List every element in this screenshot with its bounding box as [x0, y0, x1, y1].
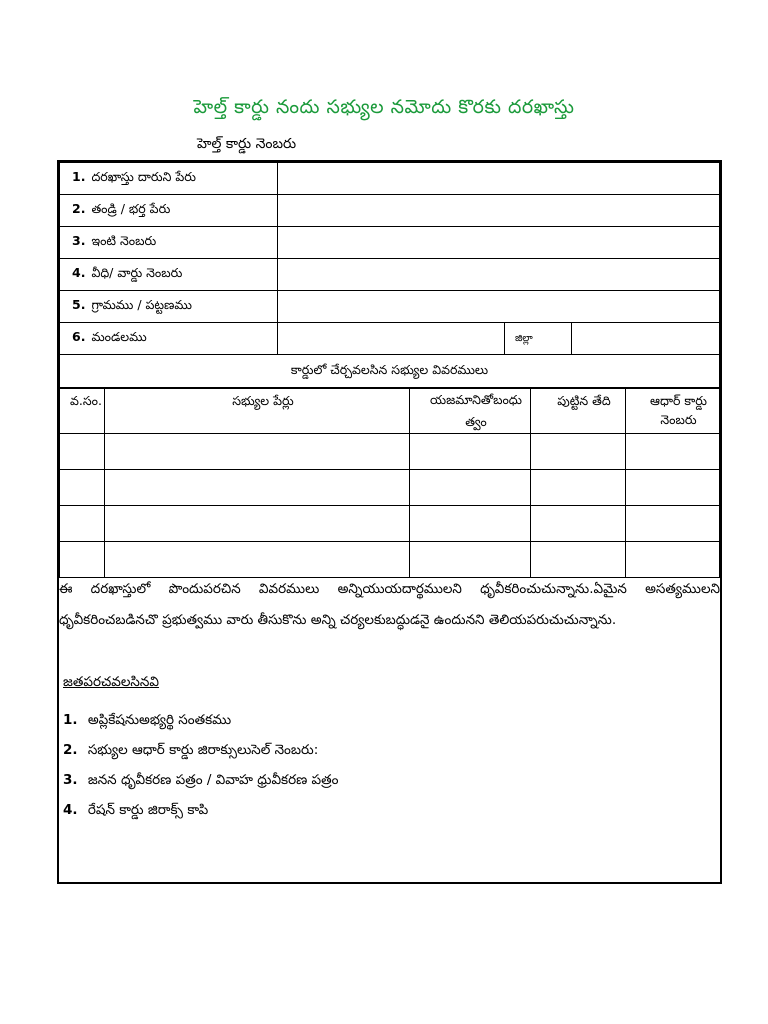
dob-cell[interactable] [531, 506, 626, 542]
attachments-title: జతపరచవలసినవి [63, 674, 159, 690]
form-title: హెల్త్ కార్డు నందు సభ్యుల నమోదు కొరకు దరఖాస్తు [193, 96, 575, 118]
aadhaar-cell[interactable] [626, 542, 720, 578]
field-label: గ్రామము / పట్టణము [91, 297, 192, 312]
members-section-header [59, 354, 720, 388]
field-label: మండలము [91, 329, 147, 344]
attachment-number: 1. [63, 712, 78, 728]
attachment-item [63, 765, 338, 795]
member-name-cell[interactable] [105, 470, 410, 506]
attachment-label: రేషన్ కార్డు జిరాక్స్ కాపి [87, 802, 209, 818]
health-card-number-label: హెల్త్ కార్డు నెంబరు [197, 136, 297, 152]
sno-cell[interactable] [60, 542, 105, 578]
relation-cell[interactable] [410, 506, 531, 542]
attachment-number: 4. [63, 802, 78, 818]
field-label: దరఖాస్తు దారుని పేరు [91, 169, 196, 184]
member-name-cell[interactable] [105, 434, 410, 470]
field-number: 5. [72, 297, 86, 312]
attachment-label: సభ్యుల ఆధార్ కార్డు జిరాక్సులుసెల్ నెంబరు: [87, 742, 319, 758]
table-row [60, 470, 720, 506]
attachment-item [63, 795, 338, 825]
members-table-header [60, 389, 720, 434]
field-row-village-town [60, 291, 720, 323]
field-row-mandal [60, 323, 720, 355]
field-label-cell [60, 163, 278, 195]
field-row-street-ward [60, 259, 720, 291]
relation-cell[interactable] [410, 434, 531, 470]
house-number-input[interactable] [278, 227, 720, 259]
field-label: వీధి/ వార్డు నెంబరు [91, 265, 183, 280]
relation-cell[interactable] [410, 542, 531, 578]
applicant-name-input[interactable] [278, 163, 720, 195]
field-number: 1. [72, 169, 86, 184]
member-name-cell[interactable] [105, 542, 410, 578]
field-number: 4. [72, 265, 86, 280]
field-number: 3. [72, 233, 86, 248]
field-label: ఇంటి నెంబరు [91, 233, 157, 248]
member-name-cell[interactable] [105, 506, 410, 542]
field-label-cell [60, 259, 278, 291]
district-label: జిల్లా [505, 323, 572, 355]
field-row-father-husband-name [60, 195, 720, 227]
field-number: 6. [72, 329, 86, 344]
field-label-cell [60, 291, 278, 323]
dob-cell[interactable] [531, 542, 626, 578]
attachment-number: 2. [63, 742, 78, 758]
col-header-member-names: సభ్యుల పేర్లు [105, 389, 410, 434]
dob-cell[interactable] [531, 470, 626, 506]
aadhaar-cell[interactable] [626, 506, 720, 542]
attachment-label: జనన ధృవీకరణ పత్రం / వివాహ ధ్రువీకరణ పత్రం [87, 772, 339, 788]
field-label-cell [60, 227, 278, 259]
sno-cell[interactable] [60, 506, 105, 542]
sno-cell[interactable] [60, 470, 105, 506]
table-row [60, 434, 720, 470]
street-ward-input[interactable] [278, 259, 720, 291]
col-header-sno: వ.సం. [60, 389, 105, 434]
aadhaar-cell[interactable] [626, 470, 720, 506]
attachment-number: 3. [63, 772, 78, 788]
members-table [59, 388, 720, 578]
col-header-relation-line2: త్వం [465, 414, 487, 429]
mandal-input[interactable] [278, 323, 505, 355]
sno-cell[interactable] [60, 434, 105, 470]
table-row [60, 542, 720, 578]
field-row-applicant-name [60, 163, 720, 195]
aadhaar-cell[interactable] [626, 434, 720, 470]
declaration-text: ఈ దరఖాస్తులో పొందుపరచిన వివరములు అన్నియుయదార్థములని ధృవీకరించుచున్నాను.ఏమైన అసత్యములని ధృవీకరించబడినచొ ప్రభుత్వము వారు తీసుకొను అన్ని చర్యలకుబద్ధుడనై ఉందునని తెలియపరుచుచున్నాను. [59, 581, 720, 628]
application-form [57, 160, 722, 884]
col-header-relation-line1: యజమానితోబంధు [430, 392, 522, 407]
attachments-section [63, 674, 338, 825]
field-label-cell [60, 195, 278, 227]
col-header-relation [410, 389, 531, 434]
attachment-item [63, 735, 338, 765]
attachment-label: అప్లికేషనుఅభ్యర్థి సంతకము [87, 712, 232, 728]
col-header-dob: పుట్టిన తేది [531, 389, 626, 434]
relation-cell[interactable] [410, 470, 531, 506]
district-input[interactable] [572, 323, 720, 355]
father-husband-name-input[interactable] [278, 195, 720, 227]
table-row [60, 506, 720, 542]
village-town-input[interactable] [278, 291, 720, 323]
dob-cell[interactable] [531, 434, 626, 470]
members-section-title: కార్డులో చేర్చవలసిన సభ్యుల వివరములు [60, 355, 720, 388]
applicant-details-table [59, 162, 720, 355]
field-label-cell [60, 323, 278, 355]
attachment-item [63, 705, 338, 735]
field-number: 2. [72, 201, 86, 216]
col-header-aadhaar: ఆధార్ కార్డు నెంబరు [626, 389, 720, 434]
field-label: తండ్రి / భర్త పేరు [91, 201, 171, 216]
field-row-house-number [60, 227, 720, 259]
